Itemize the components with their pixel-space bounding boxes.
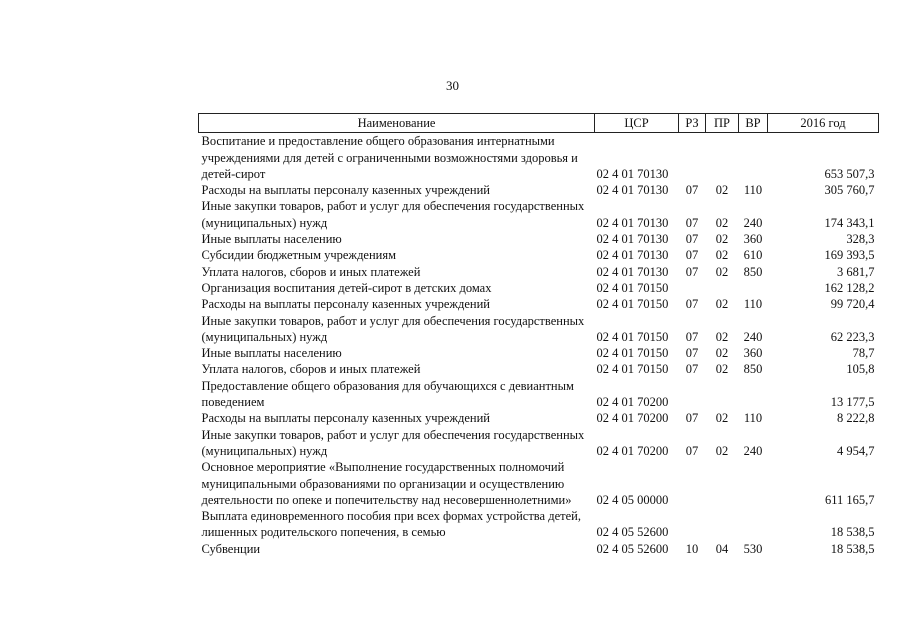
table-row [199, 541, 879, 557]
row-vr [739, 378, 768, 411]
header-amount: 2016 год [768, 114, 879, 133]
row-name: Иные выплаты населению [201, 232, 342, 247]
row-csr: 02 4 01 70150 [596, 329, 669, 344]
row-pr: 02 [715, 215, 729, 230]
row-rz: 07 [685, 248, 699, 263]
row-amount: 8 222,8 [837, 411, 875, 426]
table-row [199, 247, 879, 263]
table-row [199, 313, 879, 346]
row-rz: 10 [685, 541, 699, 556]
table-row [199, 198, 879, 231]
table-row [199, 427, 879, 460]
row-rz: 07 [685, 346, 699, 361]
row-amount: 78,7 [852, 346, 875, 361]
row-csr: 02 4 01 70130 [596, 248, 669, 263]
table-row [199, 345, 879, 361]
header-name: Наименование [199, 114, 595, 133]
row-name: Основное мероприятие «Выполнение государственных полномочий муниципальными образованиями по организации и осуществлению деятельности по опеке и попечительству над несовершеннолетними» [201, 460, 572, 507]
row-vr: 530 [743, 541, 763, 556]
row-csr: 02 4 01 70150 [596, 297, 669, 312]
row-amount: 99 720,4 [830, 297, 875, 312]
row-csr: 02 4 05 00000 [596, 492, 669, 507]
row-amount: 162 128,2 [824, 280, 875, 295]
row-amount: 3 681,7 [837, 264, 875, 279]
row-name: Уплата налогов, сборов и иных платежей [201, 264, 421, 279]
table-row [199, 361, 879, 377]
table-row [199, 133, 879, 182]
row-pr: 02 [715, 362, 729, 377]
row-pr: 02 [715, 264, 729, 279]
row-csr: 02 4 01 70150 [596, 362, 669, 377]
row-csr: 02 4 01 70200 [596, 395, 669, 410]
row-amount: 4 954,7 [837, 443, 875, 458]
row-rz [679, 508, 706, 541]
row-name: Иные закупки товаров, работ и услуг для обеспечения государственных (муниципальных) нужд [201, 427, 585, 458]
row-name: Организация воспитания детей-сирот в детских домах [201, 280, 492, 295]
table-row [199, 296, 879, 312]
row-rz [679, 378, 706, 411]
table-row [199, 410, 879, 426]
row-csr: 02 4 01 70130 [596, 215, 669, 230]
row-rz [679, 459, 706, 508]
page-number: 30 [446, 78, 459, 93]
table-row [199, 280, 879, 296]
row-name: Воспитание и предоставление общего образования интернатными учреждениями для детей с ограниченными возможностями здоровья и детей-сирот [201, 134, 578, 181]
row-rz: 07 [685, 215, 699, 230]
row-csr: 02 4 01 70150 [596, 280, 669, 295]
row-csr: 02 4 01 70130 [596, 166, 669, 181]
row-name: Предоставление общего образования для обучающихся с девиантным поведением [201, 378, 574, 410]
row-rz: 07 [685, 362, 699, 377]
row-vr: 110 [743, 183, 763, 198]
row-amount: 653 507,3 [824, 166, 875, 181]
row-name: Уплата налогов, сборов и иных платежей [201, 362, 421, 377]
row-csr: 02 4 05 52600 [596, 541, 669, 556]
row-amount: 62 223,3 [830, 329, 875, 344]
row-name: Иные выплаты населению [201, 346, 342, 361]
row-pr [706, 378, 739, 411]
row-rz: 07 [685, 232, 699, 247]
row-rz [679, 133, 706, 182]
table-row [199, 459, 879, 508]
row-name: Субсидии бюджетным учреждениям [201, 248, 397, 263]
row-pr [706, 459, 739, 508]
row-amount: 174 343,1 [824, 215, 875, 230]
row-rz: 07 [685, 297, 699, 312]
table-row [199, 508, 879, 541]
row-vr [739, 133, 768, 182]
row-name: Иные закупки товаров, работ и услуг для обеспечения государственных (муниципальных) нужд [201, 313, 585, 344]
row-vr: 240 [743, 443, 763, 458]
header-rz: РЗ [679, 114, 706, 133]
row-rz [679, 280, 706, 296]
budget-table [198, 113, 879, 557]
row-pr [706, 133, 739, 182]
row-csr: 02 4 01 70130 [596, 264, 669, 279]
row-rz: 07 [685, 264, 699, 279]
row-pr: 02 [715, 443, 729, 458]
row-amount: 18 538,5 [830, 541, 875, 556]
row-pr [706, 508, 739, 541]
row-csr: 02 4 01 70200 [596, 411, 669, 426]
row-pr: 02 [715, 183, 729, 198]
table-row [199, 231, 879, 247]
row-csr: 02 4 01 70200 [596, 443, 669, 458]
row-amount: 305 760,7 [824, 183, 875, 198]
row-vr: 110 [743, 297, 763, 312]
row-name: Иные закупки товаров, работ и услуг для обеспечения государственных (муниципальных) нужд [201, 199, 585, 230]
row-pr: 02 [715, 232, 729, 247]
row-pr: 02 [715, 411, 729, 426]
row-amount: 169 393,5 [824, 248, 875, 263]
row-vr: 240 [743, 329, 763, 344]
row-pr [706, 280, 739, 296]
row-amount: 105,8 [846, 362, 875, 377]
row-amount: 328,3 [846, 232, 875, 247]
row-vr [739, 280, 768, 296]
header-vr: ВР [739, 114, 768, 133]
row-vr: 850 [743, 264, 763, 279]
row-amount: 611 165,7 [824, 492, 875, 507]
row-vr [739, 459, 768, 508]
table-row [199, 378, 879, 411]
row-name: Расходы на выплаты персоналу казенных учреждений [201, 411, 490, 426]
row-name: Расходы на выплаты персоналу казенных учреждений [201, 297, 490, 312]
table-header-row [199, 114, 879, 133]
row-pr: 02 [715, 248, 729, 263]
row-rz: 07 [685, 411, 699, 426]
table-row [199, 182, 879, 198]
row-vr: 360 [743, 232, 763, 247]
row-vr: 360 [743, 346, 763, 361]
row-pr: 02 [715, 297, 729, 312]
row-rz: 07 [685, 329, 699, 344]
row-amount: 18 538,5 [830, 525, 875, 540]
row-vr [739, 508, 768, 541]
row-amount: 13 177,5 [830, 395, 875, 410]
row-vr: 610 [743, 248, 763, 263]
row-csr: 02 4 01 70150 [596, 346, 669, 361]
header-pr: ПР [706, 114, 739, 133]
table-row [199, 264, 879, 280]
row-vr: 850 [743, 362, 763, 377]
row-vr: 240 [743, 215, 763, 230]
row-name: Расходы на выплаты персоналу казенных учреждений [201, 183, 490, 198]
row-name: Субвенции [201, 541, 261, 556]
row-pr: 04 [715, 541, 729, 556]
row-rz: 07 [685, 183, 699, 198]
row-pr: 02 [715, 329, 729, 344]
row-pr: 02 [715, 346, 729, 361]
row-vr: 110 [743, 411, 763, 426]
row-csr: 02 4 05 52600 [596, 525, 669, 540]
header-csr: ЦСР [595, 114, 679, 133]
row-name: Выплата единовременного пособия при всех формах устройства детей, лишенных родительского попечения, в семью [201, 509, 581, 540]
row-rz: 07 [685, 443, 699, 458]
row-csr: 02 4 01 70130 [596, 232, 669, 247]
row-csr: 02 4 01 70130 [596, 183, 669, 198]
